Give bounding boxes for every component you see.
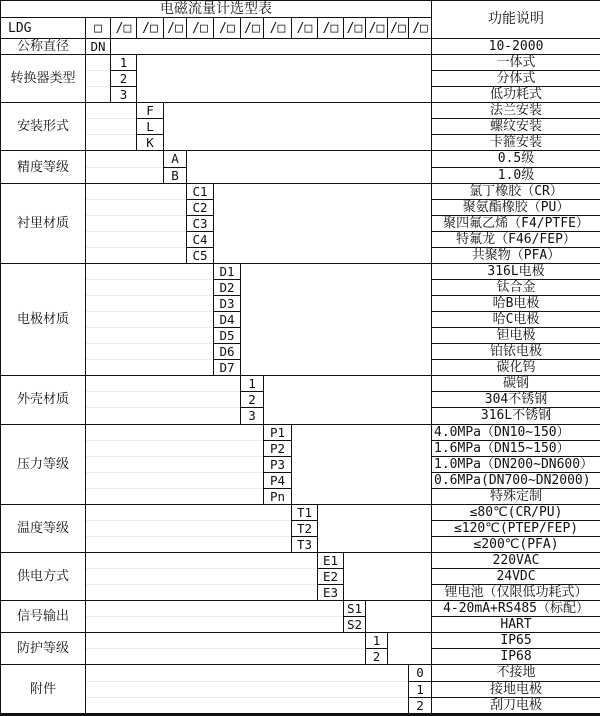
code-cell: 1 bbox=[366, 633, 388, 649]
description-cell: 碳化钨 bbox=[432, 360, 600, 376]
model-slot-box: /□ bbox=[366, 18, 388, 39]
description-cell: IP68 bbox=[432, 649, 600, 665]
empty-cell bbox=[214, 183, 432, 263]
description-cell: 1.0MPa（DN200~DN600） bbox=[432, 456, 600, 472]
code-cell: 1 bbox=[111, 55, 137, 71]
empty-cell bbox=[86, 296, 214, 312]
code-cell: D4 bbox=[214, 312, 241, 328]
empty-cell bbox=[86, 440, 264, 456]
description-cell: 哈B电极 bbox=[432, 296, 600, 312]
empty-cell bbox=[388, 633, 432, 665]
empty-cell bbox=[86, 71, 111, 87]
empty-cell bbox=[264, 376, 432, 424]
description-cell: 4.0MPa（DN10~150） bbox=[432, 424, 600, 440]
empty-cell bbox=[86, 520, 292, 536]
description-cell: ≤200℃(PFA) bbox=[432, 536, 600, 552]
model-slot-box: /□ bbox=[137, 18, 164, 39]
table-row bbox=[1, 601, 600, 617]
empty-cell bbox=[86, 183, 187, 199]
description-cell: 1.0级 bbox=[432, 167, 600, 183]
description-cell: 共聚物（PFA） bbox=[432, 247, 600, 263]
description-cell: 0.5级 bbox=[432, 151, 600, 167]
model-slot-box: /□ bbox=[111, 18, 137, 39]
empty-cell bbox=[86, 504, 292, 520]
empty-cell bbox=[86, 247, 187, 263]
code-cell: P4 bbox=[264, 472, 292, 488]
code-cell: 2 bbox=[409, 697, 432, 714]
empty-cell bbox=[86, 328, 214, 344]
empty-cell bbox=[86, 392, 241, 408]
description-cell: 刮刀电极 bbox=[432, 697, 600, 714]
empty-cell bbox=[86, 167, 164, 183]
code-cell: P3 bbox=[264, 456, 292, 472]
empty-cell bbox=[86, 472, 264, 488]
code-cell: D5 bbox=[214, 328, 241, 344]
model-prefix: LDG bbox=[1, 18, 86, 39]
code-cell: K bbox=[137, 135, 164, 151]
empty-cell bbox=[137, 55, 432, 103]
code-cell: E1 bbox=[318, 553, 344, 569]
model-slot-box: /□ bbox=[264, 18, 292, 39]
description-cell: 10-2000 bbox=[432, 39, 600, 55]
empty-cell bbox=[292, 424, 432, 504]
title-row bbox=[1, 1, 600, 18]
description-cell: 卡箍安装 bbox=[432, 135, 600, 151]
description-cell: 316L电极 bbox=[432, 263, 600, 279]
code-cell: D1 bbox=[214, 263, 241, 279]
code-cell: B bbox=[164, 167, 187, 183]
code-cell: DN bbox=[86, 39, 111, 55]
table-row bbox=[1, 103, 600, 119]
empty-cell bbox=[86, 649, 366, 665]
table-row bbox=[1, 263, 600, 279]
description-cell: 螺纹安装 bbox=[432, 119, 600, 135]
selection-rows bbox=[1, 39, 600, 715]
code-cell: 2 bbox=[241, 392, 264, 408]
empty-cell bbox=[86, 55, 111, 71]
table-row bbox=[1, 697, 600, 714]
table-row bbox=[1, 183, 600, 199]
code-cell: Pn bbox=[264, 488, 292, 504]
empty-cell bbox=[366, 601, 432, 633]
table-row bbox=[1, 649, 600, 665]
empty-cell bbox=[86, 456, 264, 472]
code-cell: P1 bbox=[264, 424, 292, 440]
empty-cell bbox=[86, 697, 409, 714]
category-label: 外壳材质 bbox=[1, 376, 86, 424]
empty-cell bbox=[187, 151, 432, 183]
empty-cell bbox=[318, 504, 432, 552]
empty-cell bbox=[86, 87, 111, 103]
category-label: 信号输出 bbox=[1, 601, 86, 633]
code-cell: D6 bbox=[214, 344, 241, 360]
description-cell: 氯丁橡胶（CR） bbox=[432, 183, 600, 199]
table-row bbox=[1, 617, 600, 633]
empty-cell bbox=[86, 376, 241, 392]
table-row bbox=[1, 553, 600, 569]
empty-cell bbox=[86, 617, 344, 633]
category-label: 精度等级 bbox=[1, 151, 86, 183]
code-cell: 2 bbox=[366, 649, 388, 665]
description-cell: HART bbox=[432, 617, 600, 633]
code-cell: E3 bbox=[318, 585, 344, 601]
code-cell: 0 bbox=[409, 665, 432, 681]
model-slot-box: /□ bbox=[409, 18, 432, 39]
code-cell: C3 bbox=[187, 215, 214, 231]
category-label: 衬里材质 bbox=[1, 183, 86, 263]
description-cell: IP65 bbox=[432, 633, 600, 649]
code-cell: T3 bbox=[292, 536, 318, 552]
table-row bbox=[1, 504, 600, 520]
code-cell: S2 bbox=[344, 617, 366, 633]
category-label: 压力等级 bbox=[1, 424, 86, 504]
code-cell: D3 bbox=[214, 296, 241, 312]
empty-cell bbox=[86, 424, 264, 440]
description-cell: 316L不锈钢 bbox=[432, 408, 600, 424]
empty-cell bbox=[86, 569, 318, 585]
code-cell: L bbox=[137, 119, 164, 135]
empty-cell bbox=[86, 601, 344, 617]
empty-cell bbox=[86, 360, 214, 376]
empty-cell bbox=[86, 215, 187, 231]
description-cell: ≤80℃(CR/PU) bbox=[432, 504, 600, 520]
empty-cell bbox=[86, 312, 214, 328]
empty-cell bbox=[86, 279, 214, 295]
description-cell: 不接地 bbox=[432, 665, 600, 681]
code-cell: C2 bbox=[187, 199, 214, 215]
table-title: 电磁流量计选型表 bbox=[1, 1, 432, 18]
description-cell: 聚氨酯橡胶（PU） bbox=[432, 199, 600, 215]
empty-cell bbox=[241, 263, 432, 375]
description-cell: 24VDC bbox=[432, 569, 600, 585]
table-row bbox=[1, 585, 600, 601]
model-slot-box: /□ bbox=[164, 18, 187, 39]
category-label: 温度等级 bbox=[1, 504, 86, 552]
model-slot-box: /□ bbox=[214, 18, 241, 39]
description-cell: 哈C电极 bbox=[432, 312, 600, 328]
empty-cell bbox=[86, 633, 366, 649]
function-column-header: 功能说明 bbox=[432, 1, 600, 39]
empty-cell bbox=[86, 408, 241, 424]
description-cell: 锂电池（仅限低功耗式） bbox=[432, 585, 600, 601]
description-cell: 220VAC bbox=[432, 553, 600, 569]
empty-cell bbox=[86, 231, 187, 247]
code-cell: E2 bbox=[318, 569, 344, 585]
code-cell: 3 bbox=[241, 408, 264, 424]
code-cell: C4 bbox=[187, 231, 214, 247]
empty-cell bbox=[86, 135, 137, 151]
description-cell: 聚四氟乙烯（F4/PTFE） bbox=[432, 215, 600, 231]
empty-cell bbox=[111, 39, 432, 55]
description-cell: 法兰安装 bbox=[432, 103, 600, 119]
category-label: 供电方式 bbox=[1, 553, 86, 601]
description-cell: 分体式 bbox=[432, 71, 600, 87]
model-slot-box: /□ bbox=[292, 18, 318, 39]
model-slot-box: □ bbox=[86, 18, 111, 39]
table-row bbox=[1, 633, 600, 649]
empty-cell bbox=[86, 199, 187, 215]
category-label: 附件 bbox=[1, 665, 86, 715]
category-label: 电极材质 bbox=[1, 263, 86, 375]
description-cell: 特殊定制 bbox=[432, 488, 600, 504]
empty-cell bbox=[86, 536, 292, 552]
empty-cell bbox=[86, 151, 164, 167]
table-row bbox=[1, 520, 600, 536]
table-row bbox=[1, 569, 600, 585]
empty-cell bbox=[86, 585, 318, 601]
code-cell: 2 bbox=[111, 71, 137, 87]
description-cell: 一体式 bbox=[432, 55, 600, 71]
empty-cell bbox=[86, 681, 409, 697]
model-slot-box: /□ bbox=[241, 18, 264, 39]
table-row bbox=[1, 536, 600, 552]
code-cell: P2 bbox=[264, 440, 292, 456]
description-cell: 0.6MPa(DN700~DN2000) bbox=[432, 472, 600, 488]
description-cell: 低功耗式 bbox=[432, 87, 600, 103]
category-label: 安装形式 bbox=[1, 103, 86, 151]
table-row bbox=[1, 151, 600, 167]
category-label: 防护等级 bbox=[1, 633, 86, 665]
table-row bbox=[1, 376, 600, 392]
model-slot-box: /□ bbox=[318, 18, 344, 39]
table-row bbox=[1, 665, 600, 681]
description-cell: 钽电极 bbox=[432, 328, 600, 344]
code-cell: D2 bbox=[214, 279, 241, 295]
empty-cell bbox=[86, 553, 318, 569]
code-cell: 3 bbox=[111, 87, 137, 103]
category-label: 转换器类型 bbox=[1, 55, 86, 103]
category-label: 公称直径 bbox=[1, 39, 86, 55]
code-cell: C5 bbox=[187, 247, 214, 263]
code-cell: 1 bbox=[241, 376, 264, 392]
table-row bbox=[1, 39, 600, 55]
empty-cell bbox=[86, 665, 409, 681]
table-row bbox=[1, 424, 600, 440]
table-row bbox=[1, 681, 600, 697]
description-cell: 钛合金 bbox=[432, 279, 600, 295]
description-cell: 特氟龙（F46/FEP） bbox=[432, 231, 600, 247]
code-cell: D7 bbox=[214, 360, 241, 376]
code-cell: T2 bbox=[292, 520, 318, 536]
empty-cell bbox=[86, 344, 214, 360]
empty-cell bbox=[86, 103, 137, 119]
code-cell: S1 bbox=[344, 601, 366, 617]
code-cell: A bbox=[164, 151, 187, 167]
description-cell: 接地电极 bbox=[432, 681, 600, 697]
code-cell: C1 bbox=[187, 183, 214, 199]
empty-cell bbox=[344, 553, 432, 601]
model-slot-box: /□ bbox=[344, 18, 366, 39]
description-cell: 304不锈钢 bbox=[432, 392, 600, 408]
empty-cell bbox=[86, 263, 214, 279]
description-cell: 4-20mA+RS485（标配） bbox=[432, 601, 600, 617]
model-slot-box: /□ bbox=[388, 18, 409, 39]
empty-cell bbox=[86, 119, 137, 135]
description-cell: 1.6MPa（DN15~150） bbox=[432, 440, 600, 456]
code-cell: F bbox=[137, 103, 164, 119]
code-cell: 1 bbox=[409, 681, 432, 697]
model-slot-box: /□ bbox=[187, 18, 214, 39]
table-row bbox=[1, 55, 600, 71]
description-cell: 碳钢 bbox=[432, 376, 600, 392]
description-cell: ≤120℃(PTEP/FEP) bbox=[432, 520, 600, 536]
empty-cell bbox=[86, 488, 264, 504]
description-cell: 铂铱电极 bbox=[432, 344, 600, 360]
code-cell: T1 bbox=[292, 504, 318, 520]
empty-cell bbox=[164, 103, 432, 151]
